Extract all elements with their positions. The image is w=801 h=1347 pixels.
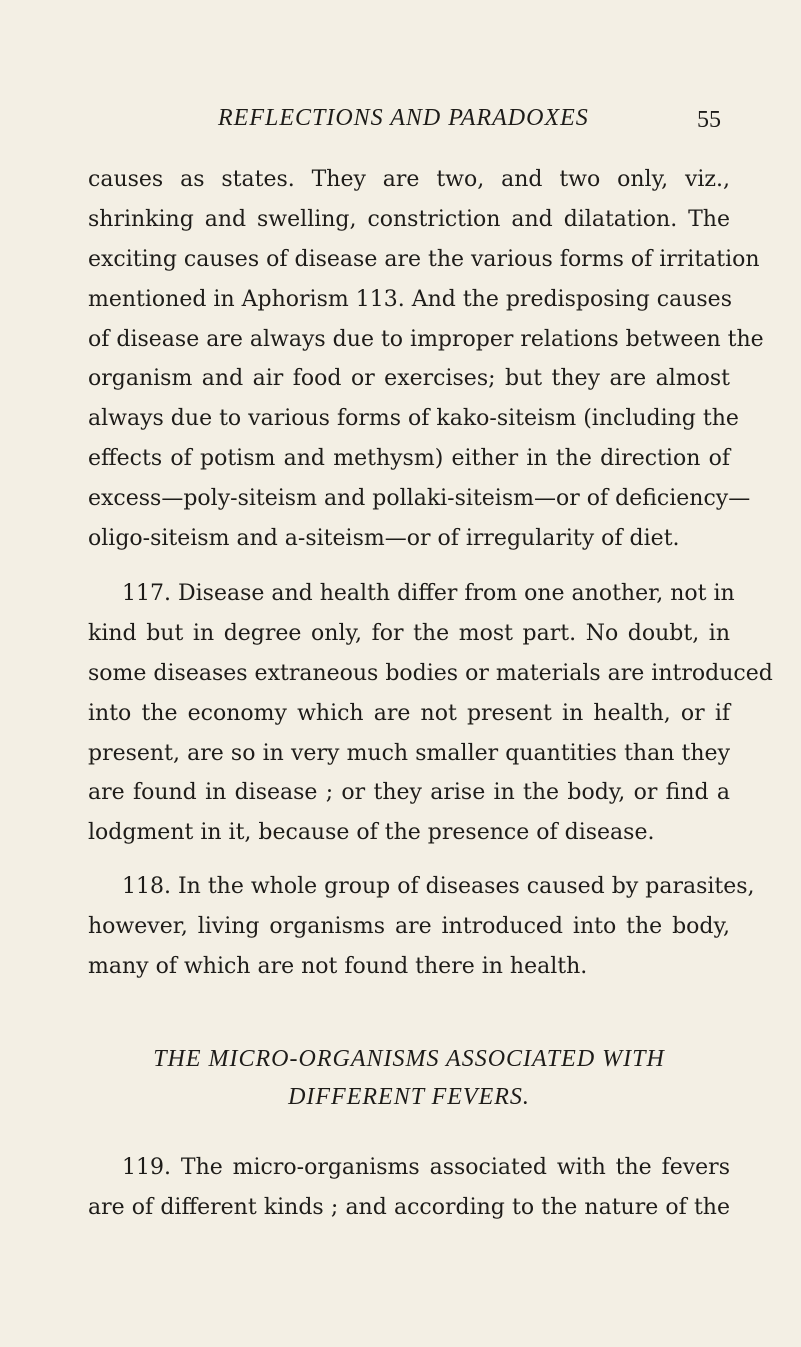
text-line: of disease are always due to improper relations between the — [88, 326, 764, 352]
text-line: oligo-siteism and a-siteism—or of irregularity of diet. — [88, 526, 680, 552]
text-line: many of which are not found there in health. — [88, 953, 588, 979]
text-line: into the economy which are not present in health, or if — [88, 700, 730, 726]
text-line: are of different kinds ; and according to the nature of the — [88, 1194, 730, 1220]
text-line: mentioned in Aphorism 113. And the predisposing causes — [88, 286, 732, 312]
text-line: are found in disease ; or they arise in the body, or find a — [88, 780, 730, 806]
aphorism-119 — [88, 1148, 730, 1228]
text-line: 119. The micro-organisms associated with the fevers — [122, 1155, 730, 1180]
aphorism-117 — [88, 574, 773, 853]
text-line: exciting causes of disease are the various forms of irritation — [88, 246, 760, 272]
section-heading — [88, 1040, 730, 1116]
text-line: kind but in degree only, for the most part. No doubt, in — [88, 620, 730, 646]
text-line: causes as states. They are two, and two only, viz., — [88, 167, 730, 192]
text-line: excess—poly-siteism and pollaki-siteism—or of deficiency— — [88, 486, 751, 512]
text-line: organism and air food or exercises; but they are almost — [88, 366, 730, 392]
text-line: effects of potism and methysm) either in the direction of — [88, 446, 730, 472]
text-line: however, living organisms are introduced into the body, — [88, 913, 730, 939]
paragraph-continuation — [88, 160, 764, 559]
section-heading-line: DIFFERENT FEVERS. — [288, 1084, 530, 1110]
text-line: present, are so in very much smaller quantities than they — [88, 740, 730, 766]
text-line: shrinking and swelling, constriction and dilatation. The — [88, 206, 730, 232]
text-line: lodgment in it, because of the presence of disease. — [88, 820, 655, 846]
running-header — [0, 105, 801, 141]
text-line: some diseases extraneous bodies or materials are introduced — [88, 660, 773, 686]
text-line: 117. Disease and health differ from one another, not in — [122, 581, 735, 606]
running-title: REFLECTIONS AND PARADOXES — [218, 105, 589, 131]
section-heading-line: THE MICRO-ORGANISMS ASSOCIATED WITH — [153, 1046, 665, 1072]
page-number: 55 — [697, 107, 721, 133]
text-line: always due to various forms of kako-siteism (including the — [88, 406, 739, 432]
aphorism-118 — [88, 867, 755, 987]
text-line: 118. In the whole group of diseases caused by parasites, — [122, 874, 755, 899]
